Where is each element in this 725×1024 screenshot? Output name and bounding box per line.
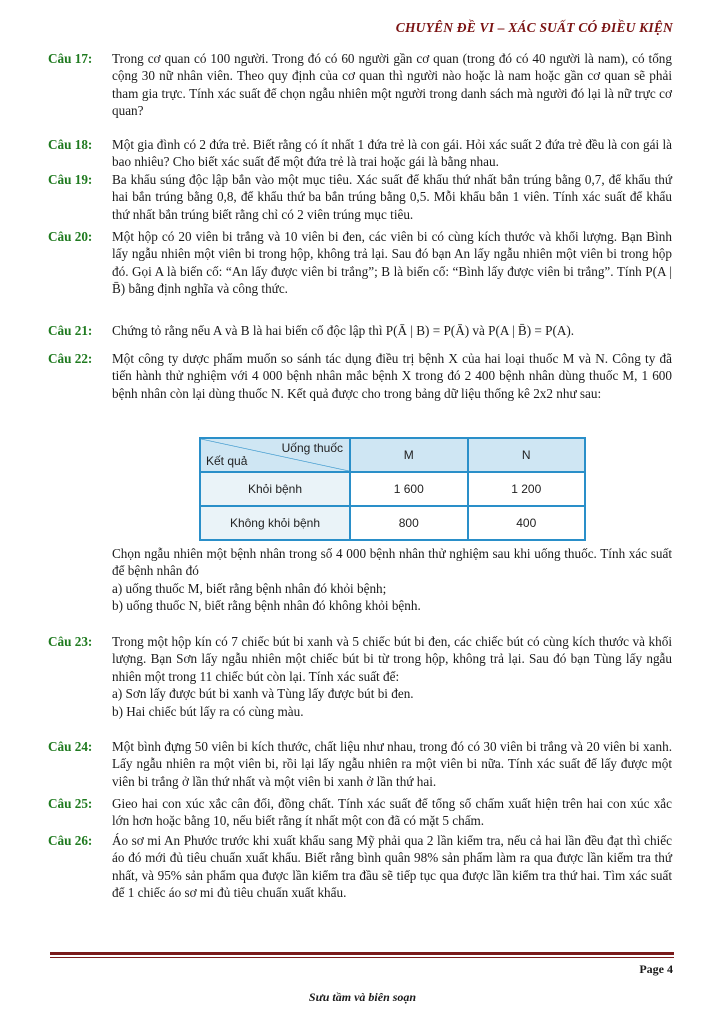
question-part-a: a) uống thuốc M, biết rằng bệnh nhân đó khỏi bệnh; (112, 580, 387, 596)
page-number: Page 4 (639, 962, 673, 976)
question-text: Một hộp có 20 viên bi trắng và 10 viên bi đen, các viên bi có cùng kích thước và khối lượng. Bạn Bình lấy ngẫu nhiên một viên bi trong hộp, không trả lại. Sau đó bạn An lấy ngẫu nhiên một viên bi trong hộp đó. Gọi A là biến cố: “An lấy được viên bi trắng”; B là biến cố: “Bình lấy được viên bi trắng”. Tính P(A | B̄) bằng định nghĩa và công thức. (112, 229, 672, 297)
question-19 (48, 171, 672, 223)
question-part-a: a) Sơn lấy được bút bi xanh và Tùng lấy được bút bi đen. (112, 686, 414, 702)
question-text: Ba khẩu súng độc lập bắn vào một mục tiêu. Xác suất để khẩu thứ nhất bắn trúng bằng 0,7, để khẩu thứ hai bắn trúng bằng 0,8, để khẩu thứ ba bắn trúng bằng 0,5. Mỗi khẩu bắn 1 viên. Tính xác suất để khẩu thứ nhất bắn trúng biết rằng chỉ có 2 viên trúng mục tiêu. (112, 172, 672, 222)
question-label: Câu 22: (48, 351, 93, 366)
row-header: Khỏi bệnh (200, 472, 350, 506)
row-header: Không khỏi bệnh (200, 506, 350, 540)
question-24 (48, 738, 672, 790)
question-label: Câu 17: (48, 51, 93, 66)
data-table (199, 437, 586, 541)
question-text: Chọn ngẫu nhiên một bệnh nhân trong số 4 000 bệnh nhân thử nghiệm sau khi uống thuốc. Tính xác suất để bệnh nhân đó (112, 546, 672, 579)
column-header: M (350, 438, 468, 472)
question-label: Câu 18: (48, 137, 93, 152)
question-part-b: b) Hai chiếc bút lấy ra có cùng màu. (112, 703, 304, 719)
footer-credit: Sưu tầm và biên soạn (308, 990, 417, 1004)
question-text: Gieo hai con xúc xắc cân đối, đồng chất. Tính xác suất để tổng số chấm xuất hiện trên hai con xúc xắc lớn hơn hoặc bằng 10, nếu biết rằng ít nhất một con đã có mặt 5 chấm. (112, 796, 672, 829)
question-text: Chứng tỏ rằng nếu A và B là hai biến cố độc lập thì P(Ā | B) = P(Ā) và P(A | B̄) = P(A). (112, 323, 575, 338)
question-label: Câu 23: (48, 634, 93, 649)
question-text: Trong một hộp kín có 7 chiếc bút bi xanh và 5 chiếc bút bi đen, các chiếc bút có cùng kích thước và khối lượng. Bạn Sơn lấy ngẫu nhiên một chiếc bút bi từ trong hộp, không trả lại. Sau đó bạn Tùng lấy ngẫu nhiên một trong 11 chiếc bút còn lại. Tính xác suất để: (112, 634, 672, 684)
question-label: Câu 21: (48, 323, 93, 338)
footer-divider (50, 952, 674, 955)
table-row (200, 472, 585, 506)
table-cell: 800 (350, 506, 468, 540)
table-cell: 1 600 (350, 472, 468, 506)
question-text: Áo sơ mi An Phước trước khi xuất khẩu sang Mỹ phải qua 2 lần kiểm tra, nếu cả hai lần đều đạt thì chiếc áo đó mới đủ tiêu chuẩn xuất khẩu. Biết rằng bình quân 98% sản phẩm làm ra qua được lần kiểm tra thứ nhất, và 95% sản phẩm qua được lần kiểm tra đầu sẽ tiếp tục qua được lần kiểm tra thứ hai. Tìm xác suất để 1 chiếc áo sơ mi đủ tiêu chuẩn xuất khẩu. (112, 833, 672, 901)
question-text: Một công ty dược phẩm muốn so sánh tác dụng điều trị bệnh X của hai loại thuốc M và N. Công ty đã tiến hành thử nghiệm với 4 000 bệnh nhân mắc bệnh X trong đó 2 400 bệnh nhân dùng thuốc M, 1 600 bệnh nhân còn lại dùng thuốc N. Kết quả được cho trong bảng dữ liệu thống kê 2x2 như sau: (112, 351, 672, 401)
question-label: Câu 19: (48, 172, 93, 187)
question-label: Câu 26: (48, 833, 93, 848)
question-20 (48, 228, 672, 298)
question-label: Câu 20: (48, 229, 93, 244)
question-25 (48, 795, 672, 830)
question-part-b: b) uống thuốc N, biết rằng bệnh nhân đó không khỏi bệnh. (112, 598, 421, 614)
corner-top-label: Uống thuốc (281, 441, 343, 455)
table-row (200, 506, 585, 540)
question-21 (48, 322, 672, 339)
table-corner-cell (200, 438, 350, 472)
question-26 (48, 832, 672, 902)
question-text: Một gia đình có 2 đứa trẻ. Biết rằng có ít nhất 1 đứa trẻ là con gái. Hỏi xác suất 2 đứa trẻ đều là con gái là bao nhiêu? Cho biết xác suất để một đứa trẻ là trai hoặc gái là bằng nhau. (112, 137, 672, 170)
document-header: CHUYÊN ĐỀ VI – XÁC SUẤT CÓ ĐIỀU KIỆN (395, 20, 673, 35)
question-18 (48, 136, 672, 171)
table-cell: 1 200 (468, 472, 586, 506)
question-17 (48, 50, 672, 120)
question-label: Câu 24: (48, 739, 93, 754)
question-22 (48, 350, 672, 402)
table-cell: 400 (468, 506, 586, 540)
question-23 (48, 633, 672, 720)
corner-bottom-label: Kết quả (206, 454, 248, 468)
question-22-continued (48, 545, 672, 615)
question-label: Câu 25: (48, 796, 93, 811)
footer-divider-thin (50, 957, 674, 958)
column-header: N (468, 438, 586, 472)
question-text: Một bình đựng 50 viên bi kích thước, chất liệu như nhau, trong đó có 30 viên bi trắng và 20 viên bi xanh. Lấy ngẫu nhiên ra một viên bi, rồi lại lấy ngẫu nhiên ra một viên bi nữa. Tính xác suất để lấy được một viên bi trắng ở lần thứ nhất và một viên bi xanh ở lần thứ hai. (112, 739, 672, 789)
question-text: Trong cơ quan có 100 người. Trong đó có 60 người gần cơ quan (trong đó có 40 người là nam), có tổng cộng 30 nữ nhân viên. Theo quy định của cơ quan thì người nào hoặc là nam hoặc gần cơ quan sẽ phải tham gia trực. Tính xác suất để chọn ngẫu nhiên một người trong danh sách mà người đó lại là nữ trực cơ quan? (112, 51, 672, 119)
